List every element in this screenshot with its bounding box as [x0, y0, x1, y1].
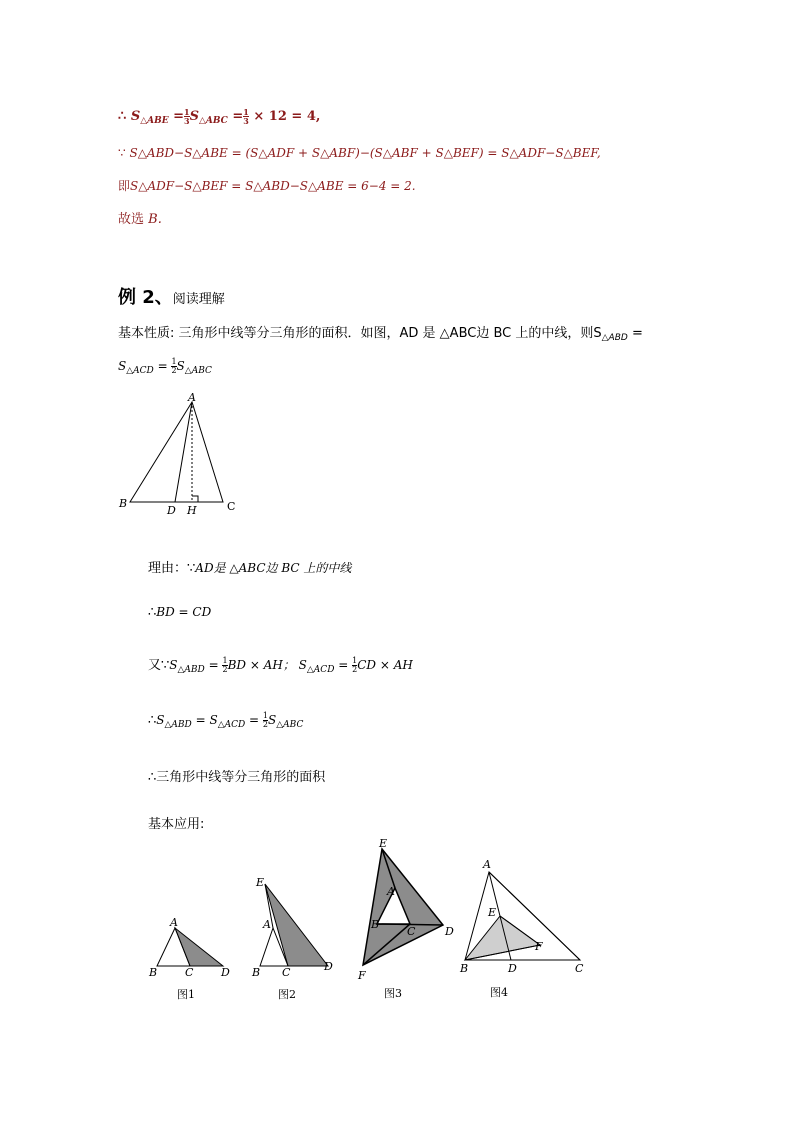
fig3-label-D: D [445, 925, 454, 938]
fraction-one-third: $\frac{1}{3}$ [184, 107, 190, 126]
figure-3 [355, 835, 455, 1005]
fig3-label-F: F [358, 969, 366, 982]
property-line-1: 基本性质: 三角形中线等分三角形的面积．如图，AD 是 △ABC边 BC 上的中线，则$S_{\triangle ABD}$ = [118, 326, 643, 343]
fig4-label-C: C [575, 962, 584, 975]
fig1-label-D: D [221, 966, 230, 979]
example-title: 例 2、阅读理解 [118, 287, 225, 308]
fig1-label-B: B [149, 966, 158, 979]
figure-2 [248, 872, 343, 1002]
figure-4 [455, 850, 590, 1000]
fig4-label-F: F [535, 940, 543, 953]
fig1-caption: 图1 [177, 988, 195, 1001]
reason-line-3: 又$\because S_{\triangle ABD}$ = $\frac{1}{2}$ BD × AH； $S_{\triangle ACD}$ = $\frac{1}{2}$ CD × AH [148, 656, 413, 675]
fig3-label-B: B [371, 918, 380, 931]
fig4-caption: 图4 [490, 986, 508, 999]
reason-line-2: ∴BD = CD [148, 605, 212, 620]
fig2-caption: 图2 [278, 988, 296, 1001]
fig4-label-B: B [460, 962, 469, 975]
fig3-label-E: E [379, 837, 388, 850]
fig2-label-E: E [256, 876, 265, 889]
label-D: D [167, 504, 176, 517]
solution-line-1: ∴ $S_{\triangle ABE}$ = $\frac{1}{3}$ $S_{\triangle ABC}$ = $\frac{1}{3}$ × 12 = 4, [118, 107, 321, 126]
fig2-label-B: B [252, 966, 261, 979]
fig1-label-A: A [170, 916, 178, 929]
fig3-label-A: A [387, 885, 395, 898]
solution-line-4: 故选 B. [118, 212, 162, 227]
fraction-one-half: $\frac{1}{2}$ [171, 357, 177, 375]
fig1-label-C: C [185, 966, 194, 979]
fig3-label-C: C [407, 925, 416, 938]
solution-line-3: 即S△ADF−S△BEF = S△ABD−S△ABE = 6−4 = 2. [118, 179, 416, 193]
fig2-label-D: D [324, 960, 333, 973]
fig2-label-C: C [282, 966, 291, 979]
reason-line-1: 理由：∵AD是 △ABC边 BC 上的中线 [148, 561, 352, 576]
label-H: H [187, 504, 197, 517]
reason-line-5: ∴三角形中线等分三角形的面积 [148, 770, 326, 785]
fig3-caption: 图3 [384, 987, 402, 1000]
label-B: B [119, 497, 128, 510]
fig4-label-E: E [488, 906, 497, 919]
application-heading: 基本应用: [148, 817, 205, 832]
solution-line-2: ∵ S△ABD−S△ABE = (S△ADF + S△ABF)−(S△ABF + S△BEF) = S△ADF−S△BEF, [118, 146, 601, 160]
fig4-label-A: A [483, 858, 491, 871]
reason-line-4: $\therefore S_{\triangle ABD} = S_{\triangle ACD}$ = $\frac{1}{2}$ $S_{\triangle ABC}$ [148, 711, 304, 730]
label-A: A [188, 391, 196, 404]
triangle-figure-main [115, 390, 245, 520]
fig4-label-D: D [508, 962, 517, 975]
figure-1 [145, 912, 235, 1002]
fig2-label-A: A [263, 918, 271, 931]
label-C: C [227, 500, 236, 513]
property-line-2: $S_{\triangle ACD}$ = $\frac{1}{2}$ $S_{\triangle ABC}$ [118, 357, 212, 376]
fraction-one-third-b: $\frac{1}{3}$ [243, 107, 249, 126]
